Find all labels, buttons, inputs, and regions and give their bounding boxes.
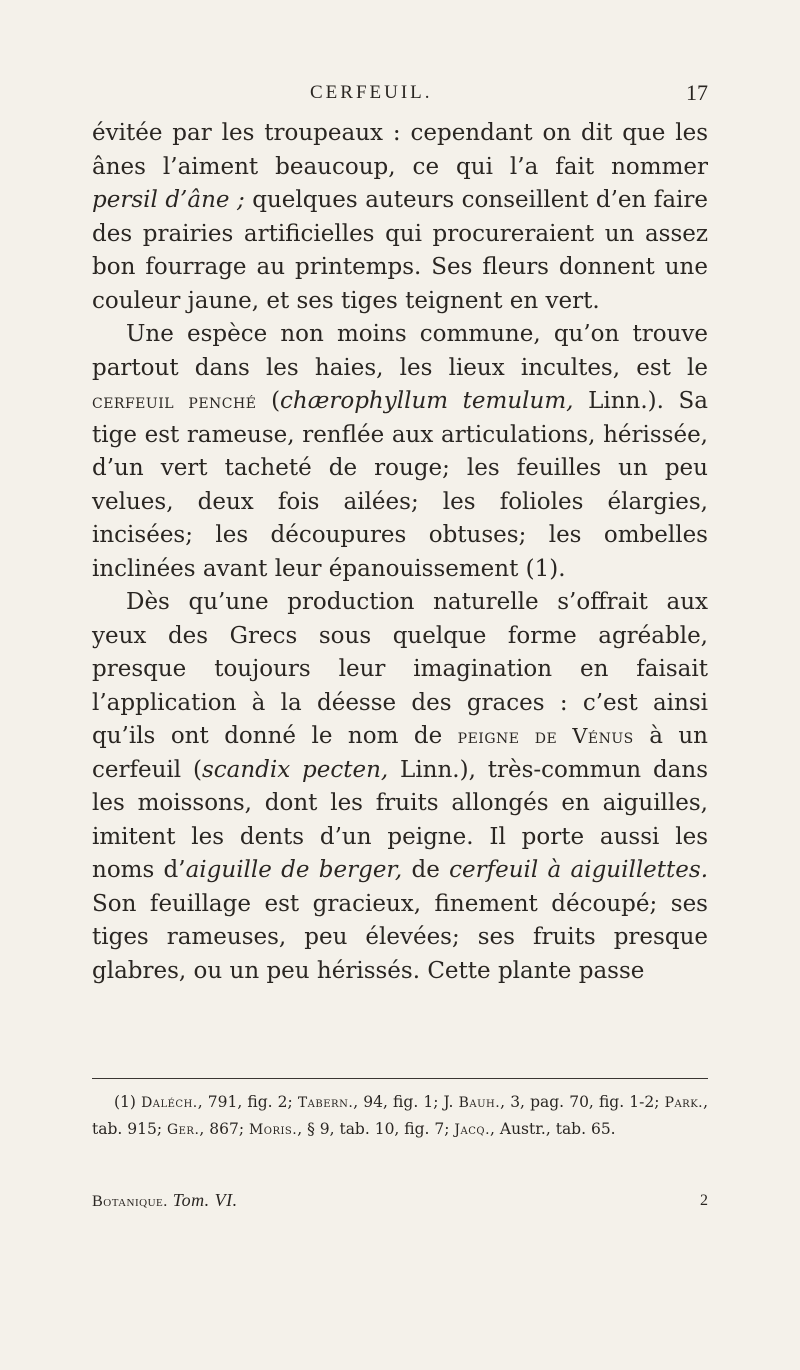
text-run: (: [256, 388, 281, 414]
paragraph-1: [92, 117, 708, 318]
paragraph-2: [92, 318, 708, 586]
small-caps-term-cerfeuil-penche: cerfeuil penché: [92, 389, 257, 413]
paragraph-3: [92, 586, 708, 988]
page-header: [258, 80, 708, 114]
text-run: Linn.), très-commun dans les moissons, dont les fruits allongés en aiguilles, imitent les dents d’un peigne. Il porte aussi les noms d’: [92, 756, 708, 883]
author-abbrev: Jacq.: [454, 1122, 491, 1138]
footnote-1: [92, 1089, 708, 1143]
main-text: [92, 117, 708, 988]
text-run: de: [402, 857, 450, 883]
author-abbrev: Daléch.: [141, 1095, 198, 1111]
author-abbrev: Bauh.: [458, 1095, 501, 1111]
signature-mark: 2: [700, 1192, 708, 1209]
text-run: , tab. 915;: [92, 1093, 709, 1138]
footnote-marker: (1): [114, 1093, 142, 1111]
text-run: Une espèce non moins commune, qu’on trouve partout dans les haies, les lieux incultes, est le: [92, 321, 708, 381]
footnote-divider: [92, 1078, 708, 1079]
text-run: , 94, fig. 1; J.: [353, 1093, 459, 1111]
author-abbrev: Tabern.: [297, 1095, 354, 1111]
text-run: , 791, fig. 2;: [197, 1093, 298, 1111]
author-abbrev: Park.: [664, 1095, 704, 1111]
small-caps-term-peigne-de-venus: peigne de Vénus: [457, 724, 634, 748]
italic-term-scandix-pecten: scandix pecten,: [201, 756, 389, 783]
author-abbrev: Moris.: [248, 1122, 298, 1138]
running-head: CERFEUIL.: [310, 82, 433, 103]
italic-term-chaerophyllum: chærophyllum temulum,: [280, 388, 574, 414]
text-run: , § 9, tab. 10, fig. 7;: [297, 1120, 455, 1138]
text-run: , 867;: [199, 1120, 249, 1138]
signature-label: [92, 1190, 238, 1211]
text-run: , 3, pag. 70, fig. 1-2;: [500, 1093, 665, 1111]
footnotes: [92, 1089, 708, 1143]
signature-title: Botanique.: [92, 1192, 168, 1210]
author-abbrev: Ger.: [166, 1122, 200, 1138]
text-run: évitée par les troupeaux : cependant on dit que les ânes l’aiment beaucoup, ce qui l’a fait nommer: [92, 120, 708, 180]
signature-volume: Tom. VI.: [167, 1190, 238, 1210]
text-run: Son feuillage est gracieux, finement découpé; ses tiges rameuses, peu élevées; ses fruits presque glabres, ou un peu hérissés. Cette plante passe: [92, 890, 708, 984]
text-run: quelques auteurs conseillent d’en faire des prairies artificielles qui procureraient un assez bon fourrage au printemps. Ses fleurs donnent une couleur jaune, et ses tiges teignent en vert.: [92, 187, 708, 314]
italic-term-persil-dane: persil d’âne ;: [92, 187, 245, 213]
italic-term-aiguille-de-berger: aiguille de berger,: [185, 857, 403, 883]
text-run: à un cerfeuil (: [92, 723, 708, 783]
page-number: 17: [686, 80, 708, 105]
printer-signature: [92, 1190, 708, 1214]
text-run: Dès qu’une production naturelle s’offrait aux yeux des Grecs sous quelque forme agréable, presque toujours leur imagination en faisait l’application à la déesse des graces : c’est ainsi qu’ils ont donné le nom de: [92, 589, 708, 749]
italic-term-cerfeuil-a-aiguillettes: cerfeuil à aiguillettes.: [449, 857, 709, 883]
text-run: Linn.). Sa tige est rameuse, renflée aux articulations, hérissée, d’un vert tacheté de rouge; les feuilles un peu velues, deux fois ailées; les folioles élargies, incisées; les découpures obtuses; les ombelles inclinées avant leur épanouissement (1).: [92, 388, 708, 582]
text-run: , Austr., tab. 65.: [490, 1120, 616, 1138]
